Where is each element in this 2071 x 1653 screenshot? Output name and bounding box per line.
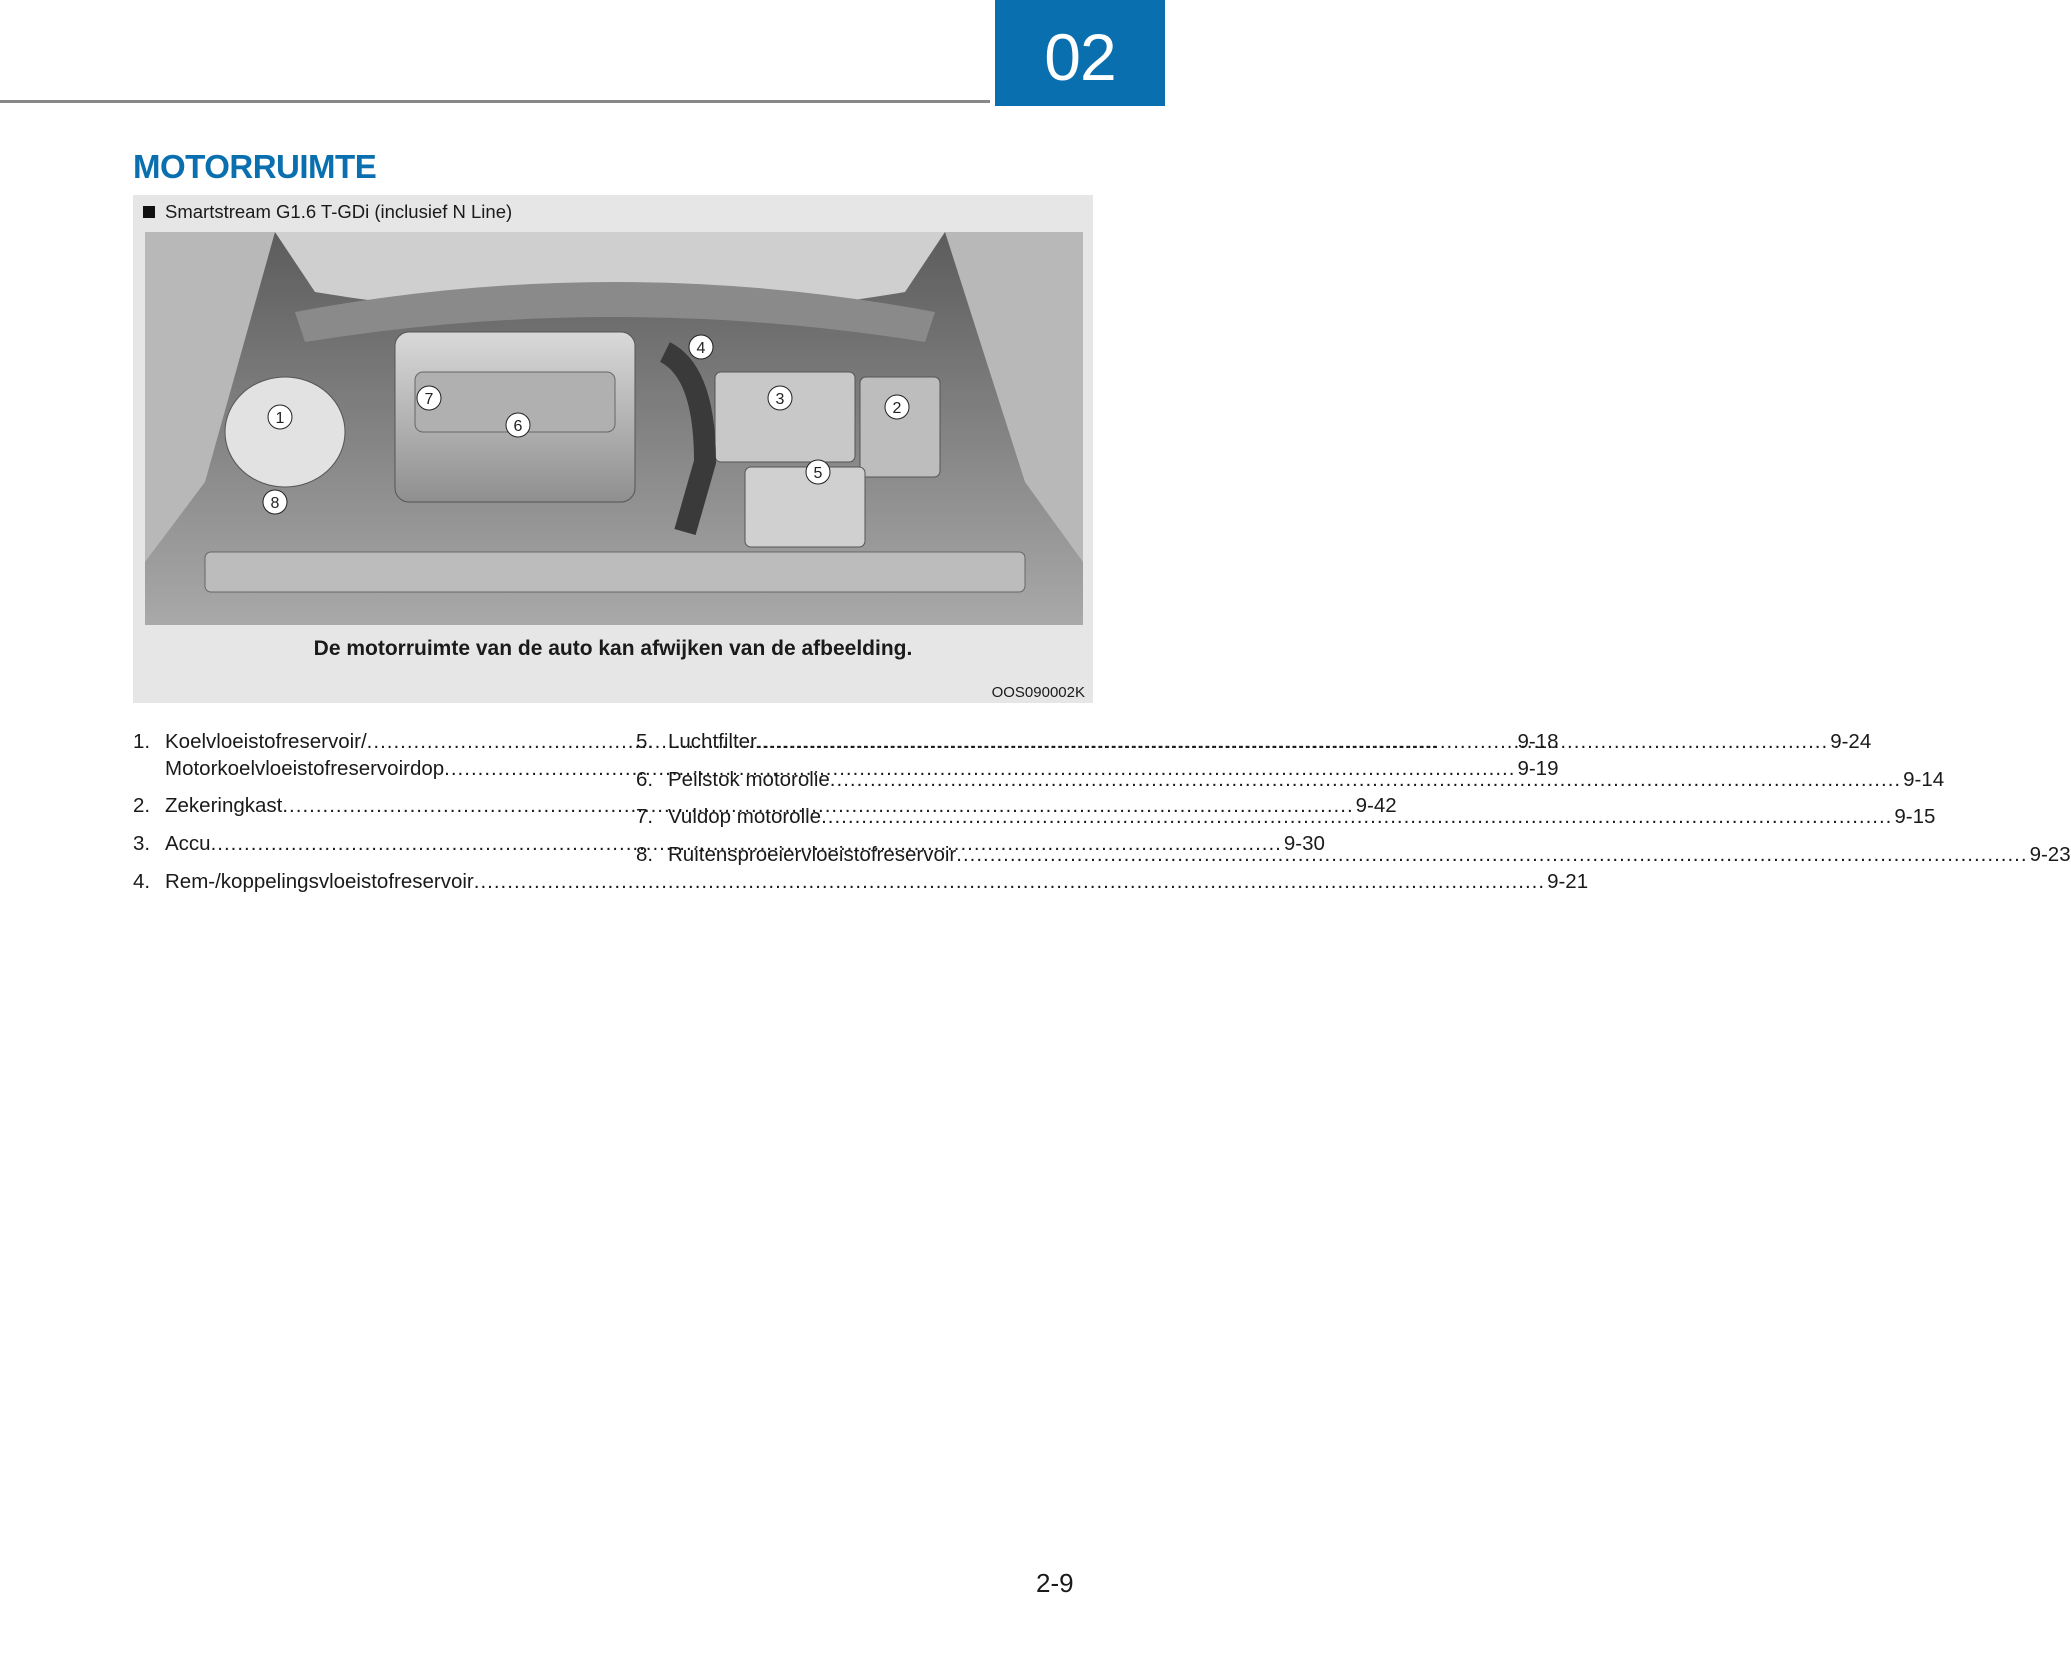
engine-variant-caption: [143, 201, 512, 223]
callout-7: 7: [424, 391, 434, 408]
callout-8: 8: [270, 495, 280, 512]
dot-leader: [821, 804, 1892, 831]
legend-number: 3.: [133, 831, 151, 855]
figure-box: [133, 195, 1093, 703]
legend-line: [668, 767, 1944, 794]
legend-text: Zekeringkast: [165, 794, 283, 818]
legend-text: Accu: [165, 831, 211, 855]
legend-body: [668, 767, 1944, 794]
legend-number: 1.: [133, 730, 151, 753]
legend-page-ref: 9-14: [1903, 767, 1945, 791]
legend-text: Rem-/koppelingsvloeistofreservoir: [165, 869, 474, 893]
callout-5: 5: [813, 465, 823, 482]
legend-page-ref: 9-15: [1894, 805, 1936, 829]
legend-page-ref: 9-42: [1355, 794, 1397, 818]
callout-4: 4: [696, 340, 706, 357]
legend-text: Peilstok motorolie: [668, 767, 830, 791]
legend-text: Vuldop motorolie: [668, 805, 822, 829]
callout-1: 1: [275, 410, 285, 427]
front-crossmember: [205, 552, 1025, 592]
callout-3: 3: [775, 391, 785, 408]
legend-text: Motorkoelvloeistofreservoirdop: [165, 756, 445, 780]
legend-page-ref: 9-30: [1283, 831, 1325, 855]
legend-number: 4.: [133, 869, 151, 893]
square-bullet-icon: [143, 206, 155, 218]
callout-6: 6: [513, 418, 523, 435]
callout-2: 2: [892, 400, 902, 417]
legend-page-ref: 9-19: [1517, 756, 1559, 780]
battery-shape: [715, 372, 855, 462]
legend-text: Koelvloeistofreservoir/: [165, 730, 367, 753]
legend-item: [133, 869, 1589, 896]
legend-page-ref: 9-23: [2029, 842, 2071, 866]
figure-code: OOS090002K: [991, 684, 1085, 701]
legend-page-ref: 9-21: [1547, 869, 1589, 893]
chapter-tab: [995, 0, 1165, 106]
dot-leader: [757, 729, 1828, 756]
engine-compartment-illustration: [145, 232, 1083, 625]
chapter-number: 02: [1044, 20, 1116, 94]
legend-body: [668, 729, 1871, 756]
header-rule: [0, 100, 990, 103]
legend-body: [668, 804, 1935, 831]
legend-number: 2.: [133, 794, 151, 818]
figure-disclaimer: De motorruimte van de auto kan afwijken van de afbeelding.: [313, 637, 913, 660]
legend-line: [668, 842, 2071, 869]
legend-text: Ruitensproeiervloeistofreservoir: [668, 842, 957, 866]
legend-body: [668, 842, 2071, 869]
dot-leader: [956, 842, 2027, 869]
legend-text: Luchtfilter: [668, 730, 757, 753]
legend-number: 5.: [636, 730, 654, 753]
air-filter-shape: [745, 467, 865, 547]
dot-leader: [830, 767, 1901, 794]
fuse-box-shape: [860, 377, 940, 477]
page-number: 2-9: [1036, 1568, 1074, 1598]
legend-number: 6.: [636, 767, 654, 791]
legend-line: [668, 804, 1935, 831]
section-title: MOTORRUIMTE: [133, 148, 377, 185]
legend-number: 8.: [636, 842, 654, 866]
legend-page-ref: 9-24: [1830, 730, 1872, 753]
legend-page-ref: 9-18: [1517, 730, 1559, 753]
legend-line: [668, 729, 1871, 756]
engine-variant-label: Smartstream G1.6 T-GDi (inclusief N Line): [165, 201, 513, 222]
legend-number: 7.: [636, 805, 654, 829]
coolant-reservoir-shape: [225, 377, 345, 487]
